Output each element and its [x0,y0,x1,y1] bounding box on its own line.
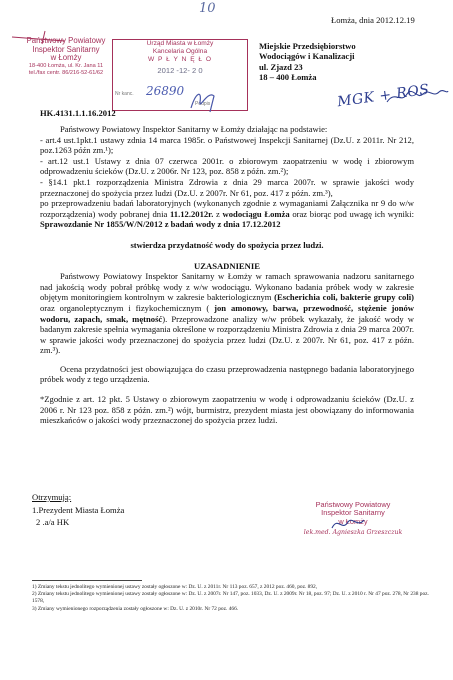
footnote-3: 3) Zmiany wymienionego rozporządzenia zostały ogłoszone w: Dz. U. z 2010r. Nr 72 poz. 466. [32,605,239,612]
results-text-a: po przeprowadzeniu badań laboratoryjnych (wykonanych zgodnie z wymaganiami Załącznika nr 9 do w/w rozporządzenia) wody pobranej dnia [40,198,414,219]
recipient-line2: Wodociągów i Kanalizacji [259,51,355,62]
justification-bold-2: jon amonowy, barwa, przewodność, stężenie jonów wodoru, zapach, smak, mętność [40,302,414,324]
received-stamp-number: 26890 [146,84,185,98]
justification-paragraph [40,271,414,356]
document-body [40,124,414,426]
reference-number: HK.4131.1.1.16.2012 [40,108,116,118]
received-stamp-line1: Urząd Miasta w Łomży [146,40,214,47]
handwritten-annotation: MGK + ROS [336,81,431,111]
signature-stamp-line1: Państwowy Powiatowy [315,500,391,509]
justification-heading: UZASADNIENIE [194,260,260,271]
signature-scribble-icon [328,514,368,534]
recipient-address [259,41,356,83]
received-stamp-sign-label: Podpis [195,101,211,107]
footnote-divider [32,580,142,581]
results-text-c: oraz biorąc pod uwagę ich wyniki: [292,208,414,219]
received-stamp-line3: W P Ł Y N Ę Ł O [147,56,213,63]
results-text-b: z [216,208,220,219]
footnotes [32,584,432,613]
recipient-item: 2 .a/a HK [36,517,70,528]
signature-stamp-line2: Inspektor Sanitarny [321,508,385,518]
recipient-line3: ul. Zjazd 23 [259,61,303,72]
footnote-2: 2) Zmiany tekstu jednolitego wymienionej ustawy zostały ogłoszone w: Dz. U. z 2007r. Nr 147, poz. 1033, Dz. U. z 2009r. Nr 18, poz. 97; Dz. U. z 2010 r. Nr 47 poz. 278, Nr 238 poz. 1578, [32,591,429,605]
signature-stamp-line3: w Łomży [338,516,368,526]
recipient-line1: Miejskie Przedsiębiorstwo [259,41,356,51]
results-place: wodociągu Łomża [222,208,290,219]
sender-stamp-line1: Państwowy Powiatowy [26,36,106,45]
basis-art12: - art.12 ust.1 Ustawy z dnia 07 czerwca 2001r. o zbiorowym zaopatrzeniu w wodę i zbiorowym odprowadzeniu ścieków (Dz.U. z 2006r. Nr 123, poz. 858 z późn. zm.²); [40,155,414,177]
intro-text: Państwowy Powiatowy Inspektor Sanitarny w Łomży działając na podstawie: [60,124,328,134]
handwritten-number: 10 [199,1,216,16]
sender-stamp [10,37,122,77]
recipient-line4: 18 – 400 Łomża [259,72,317,83]
recipients-list [32,492,124,528]
recipients-label: Otrzymują: [32,492,72,502]
place-date: Łomża, dnia 2012.12.19 [331,15,415,25]
sender-stamp-line5: tel./fax centr. 86/216-52-61/62 [28,69,104,76]
handwritten-initials-icon [188,86,218,114]
received-stamp-line2: Kancelaria Ogólna [152,48,208,55]
results-paragraph [40,198,414,230]
footnote-1: 1) Zmiany tekstu jednolitego wymienionej ustawy zostały ogłoszone w: Dz. U. z 2011r. Nr 113 poz. 657, z 2012 poz. 460, poz. 892, [32,584,318,590]
justification-text-b: oraz organoleptycznym i fizykochemicznym ( [40,302,210,313]
results-date: 11.12.2012r. [169,208,214,219]
justification-text-c: ). Przeprowadzone analizy w/w próbek wykazały, że jakość wody w badanym zakresie spełnia wymagania określone w rozporządzeniu Ministra Zdrowia z dnia 29 marca 2007r. w sprawie jakości wody przeznaczonej do spożycia przez ludzi (Dz.U. z 2007r. Nr 61, poz. 417 z późn. zm.³). [40,313,414,356]
received-stamp-number-label: Nr kanc. [115,91,134,97]
recipient-item: 1.Prezydent Miasta Łomża [32,504,125,515]
stamp-cross-mark-icon [10,29,70,45]
sender-stamp-line2: Inspektor Sanitarny [32,44,100,54]
decision-text: stwierdza przydatność wody do spożycia przez ludzi. [130,239,324,250]
basis-par14: - §14.1 pkt.1 rozporządzenia Ministra Zdrowia z dnia 29 marca 2007r. w sprawie jakości wody przeznaczonej do spożycia przez ludzi (Dz.U. z 2007r. Nr 61, poz. 417 z późn. zm.³), [40,176,414,198]
received-stamp-date: 2012 -12- 2 0 [157,66,203,75]
sender-stamp-line3: w Łomży [50,53,82,63]
handwritten-scribble-icon [385,82,450,110]
validity-text: Ocena przydatności jest obowiązująca do czasu przeprowadzenia następnego badania laboratoryjnego próbek wody z tego urządzenia. [40,363,414,385]
legal-note: *Zgodnie z art. 12 pkt. 5 Ustawy o zbiorowym zaopatrzeniu w wodę i odprowadzaniu ścieków (Dz.U. z 2006 r. Nr 123 poz. 858 z późn. zm.²) wójt, burmistrz, prezydent miasta jest obowiązany do informowania mieszkańców o jakości wody przeznaczonej do spożycia przez ludzi. [40,394,414,426]
sender-stamp-line4: 18-400 Łomża, ul. Kr. Jana 11 [28,62,104,69]
received-stamp [112,39,248,111]
justification-bold-1: (Escherichia coli, bakterie grupy coli) [274,292,414,303]
basis-art4: - art.4 ust.1pkt.1 ustawy zdnia 14 marca 1985r. o Państwowej Inspekcji Sanitarnej (Dz.U. z 2011r. Nr 212, poz.1263 późn zm.¹); [40,134,414,156]
justification-text-a: Państwowy Powiatowy Inspektor Sanitarny w Łomży w ramach sprawowania nadzoru sanitarnego nad jakością wody pobrał próbkę wody z w/w wodociągu. Wykonano badania próbek wody w zakresie objętym monitoringiem kontrolnym w zakresie bakteriologicznym [40,271,414,303]
signature-stamp-name: lek.med. Agnieszka Grzeszczuk [303,529,403,537]
results-report: Sprawozdanie Nr 1855/W/N/2012 z badań wody z dnia 17.12.2012 [40,219,281,230]
